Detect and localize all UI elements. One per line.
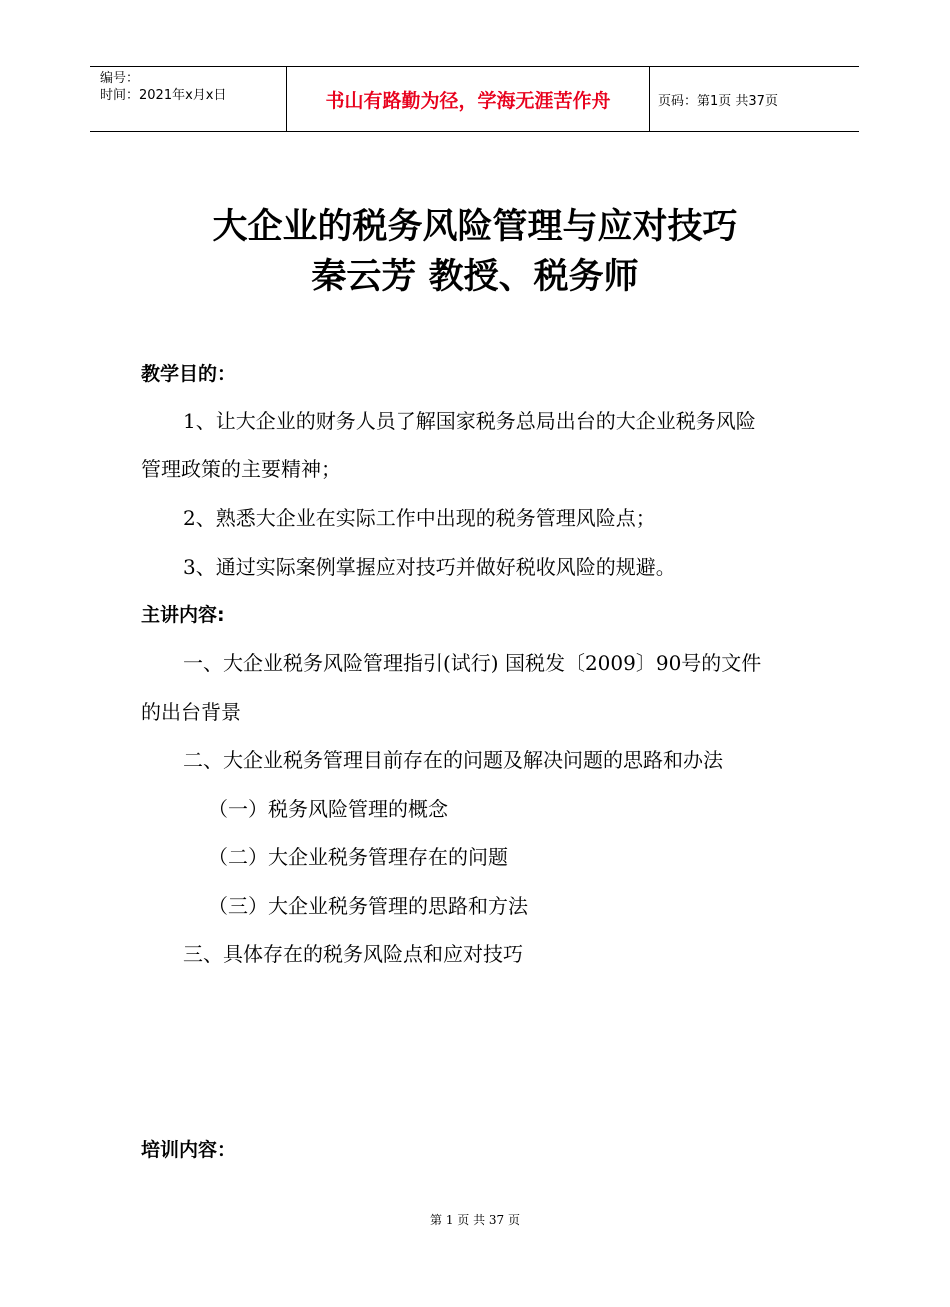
page-header xyxy=(90,66,859,132)
training-heading: 培训内容： xyxy=(141,1139,237,1161)
content-heading: 主讲内容: xyxy=(141,604,225,626)
content-item-continued: 的出台背景 xyxy=(141,700,241,724)
content-subitem: （三）大企业税务管理的思路和方法 xyxy=(208,894,528,918)
content-item: 二、大企业税务管理目前存在的问题及解决问题的思路和办法 xyxy=(183,748,723,772)
objective-item-continued: 管理政策的主要精神； xyxy=(141,457,341,481)
header-page-info: 页码：第1页 共37页 xyxy=(658,93,778,109)
content-subitem: （二）大企业税务管理存在的问题 xyxy=(208,845,508,869)
objective-item: 1、让大企业的财务人员了解国家税务总局出台的大企业税务风险 xyxy=(183,409,756,433)
header-motto: 书山有路勤为径，学海无涯苦作舟 xyxy=(325,89,611,112)
header-meta xyxy=(90,67,287,131)
page-footer: 第 1 页 共 37 页 xyxy=(430,1213,520,1227)
objectives-heading: 教学目的： xyxy=(141,363,237,385)
header-motto-cell xyxy=(287,67,650,131)
objective-item: 2、熟悉大企业在实际工作中出现的税务管理风险点； xyxy=(183,506,656,530)
document-title: 大企业的税务风险管理与应对技巧 xyxy=(212,207,738,247)
serial-label: 编号： xyxy=(100,71,140,86)
document-author: 秦云芳 教授、税务师 xyxy=(311,257,639,297)
content-item: 一、大企业税务风险管理指引(试行) 国税发〔2009〕90号的文件 xyxy=(183,651,762,675)
objective-item: 3、通过实际案例掌握应对技巧并做好税收风险的规避。 xyxy=(183,555,676,579)
time-label: 时间：2021年x月x日 xyxy=(100,88,227,103)
content-subitem: （一）税务风险管理的概念 xyxy=(208,797,448,821)
content-item: 三、具体存在的税务风险点和应对技巧 xyxy=(183,942,523,966)
